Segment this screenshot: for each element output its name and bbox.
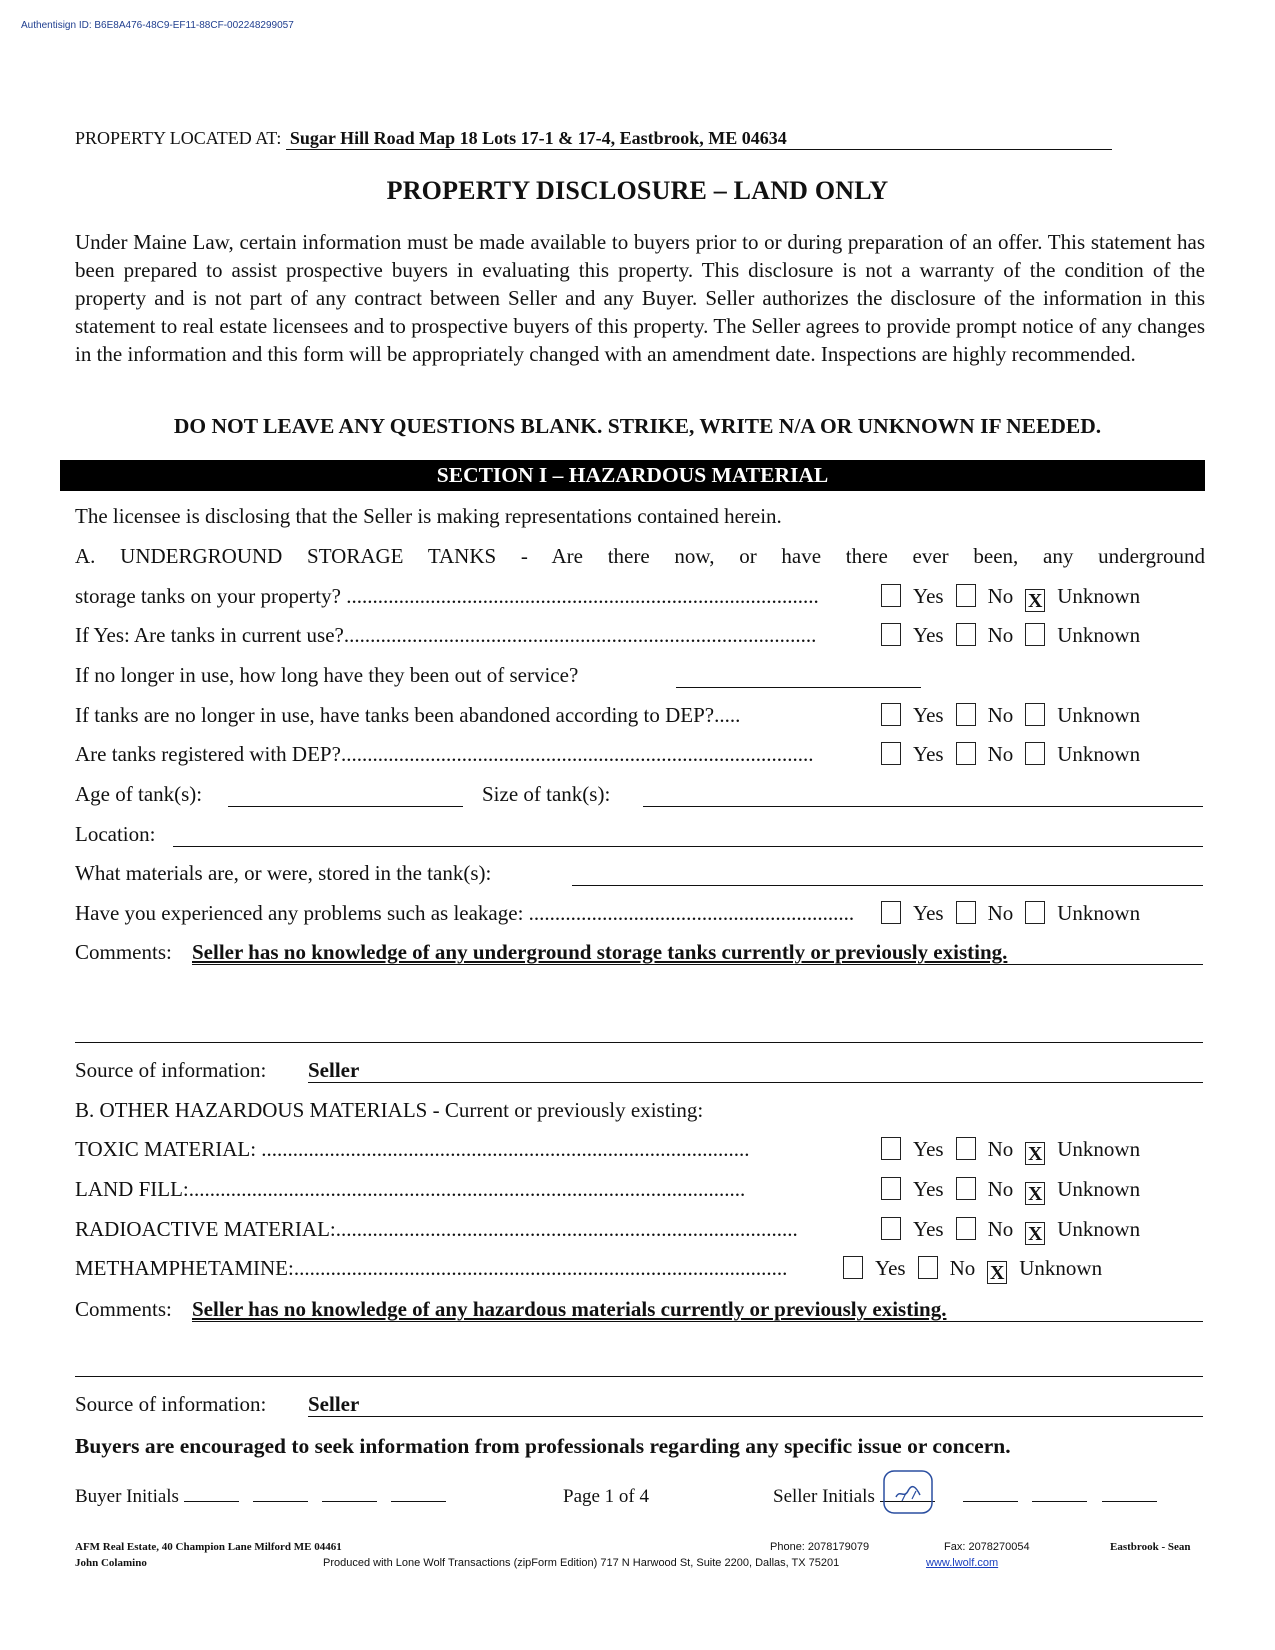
- footer-phone: Phone: 2078179079: [770, 1541, 870, 1553]
- age-label: Age of tank(s):: [75, 782, 203, 806]
- no-checkbox[interactable]: [956, 742, 976, 765]
- answer-group: Yes No Unknown: [881, 901, 1152, 926]
- question-text: Are tanks registered with DEP?..........................................................................................: [75, 742, 814, 766]
- comments-label: Comments:: [75, 1297, 172, 1321]
- yes-checkbox[interactable]: [881, 623, 901, 646]
- comments-extra-line[interactable]: [75, 1352, 1203, 1377]
- property-location-line: [75, 128, 1112, 150]
- no-checkbox[interactable]: [956, 1217, 976, 1240]
- signature-stamp-icon: [882, 1469, 934, 1515]
- comments-extra-line[interactable]: [75, 1018, 1203, 1043]
- unknown-checkbox[interactable]: [1025, 901, 1045, 924]
- yes-checkbox[interactable]: [881, 901, 901, 924]
- question-text: If tanks are no longer in use, have tanks been abandoned according to DEP?.....: [75, 703, 741, 727]
- authentisign-id: Authentisign ID: B6E8A476-48C9-EF11-88CF-002248299057: [21, 20, 294, 31]
- yes-checkbox[interactable]: [881, 703, 901, 726]
- source-label: Source of information:: [75, 1058, 267, 1082]
- intro-paragraph: Under Maine Law, certain information must be made available to buyers prior to or during preparation of an offer. This statement has been prepared to assist prospective buyers in evaluating this property. This disclosure is not a warranty of the condition of the property and is not part of any contract between Seller and any Buyer. Seller authorizes the disclosure of the information in this statement to real estate licensees and to prospective buyers of this property. The Seller agrees to provide prompt notice of any changes in the information and this form will be appropriately changed with an amendment date. Inspections are highly recommended.: [75, 230, 1205, 366]
- no-checkbox[interactable]: [956, 1177, 976, 1200]
- unknown-checkbox[interactable]: [1025, 623, 1045, 646]
- buyers-note: Buyers are encouraged to seek information from professionals regarding any specific issue or concern.: [75, 1434, 1011, 1458]
- yes-checkbox[interactable]: [881, 1177, 901, 1200]
- materials-field[interactable]: [572, 861, 1203, 886]
- footer-produced-with: Produced with Lone Wolf Transactions (zipForm Edition) 717 N Harwood St, Suite 2200, Dallas, TX 75201: [323, 1557, 840, 1569]
- no-checkbox[interactable]: [956, 623, 976, 646]
- unknown-checkbox[interactable]: X: [987, 1261, 1007, 1284]
- tanks-heading: A. UNDERGROUND STORAGE TANKS - Are there now, or have there ever been, any underground: [75, 544, 1205, 568]
- no-checkbox[interactable]: [956, 1137, 976, 1160]
- instruction-warning: DO NOT LEAVE ANY QUESTIONS BLANK. STRIKE, WRITE N/A OR UNKNOWN IF NEEDED.: [173, 414, 1102, 438]
- unknown-checkbox[interactable]: X: [1025, 1222, 1045, 1245]
- question-text: storage tanks on your property? ..........................................................................................: [75, 584, 819, 608]
- seller-initial-field[interactable]: [1032, 1501, 1087, 1502]
- other-hazards-heading: B. OTHER HAZARDOUS MATERIALS - Current or previously existing:: [75, 1098, 704, 1122]
- question-text: Have you experienced any problems such as leakage: ..............................................................: [75, 901, 855, 925]
- age-field[interactable]: [228, 782, 463, 807]
- question-text: LAND FILL:..........................................................................................................: [75, 1177, 746, 1201]
- answer-group: Yes No X Unknown: [843, 1256, 1114, 1284]
- buyer-initial-field[interactable]: [391, 1501, 446, 1502]
- licensee-statement: The licensee is disclosing that the Seller is making representations contained herein.: [75, 504, 782, 528]
- answer-group: Yes No Unknown: [881, 623, 1152, 648]
- footer-agent: John Colamino: [75, 1557, 147, 1569]
- buyer-initial-field[interactable]: [253, 1501, 308, 1502]
- no-checkbox[interactable]: [956, 703, 976, 726]
- answer-group: Yes No X Unknown: [881, 1217, 1152, 1245]
- yes-checkbox[interactable]: [881, 742, 901, 765]
- answer-group: Yes No Unknown: [881, 703, 1152, 728]
- answer-group: Yes No X Unknown: [881, 1137, 1152, 1165]
- footer-company: AFM Real Estate, 40 Champion Lane Milford ME 04461: [75, 1541, 342, 1553]
- question-text: TOXIC MATERIAL: .............................................................................................: [75, 1137, 750, 1161]
- unknown-checkbox[interactable]: [1025, 703, 1045, 726]
- document-title: PROPERTY DISCLOSURE – LAND ONLY: [386, 176, 889, 205]
- unknown-checkbox[interactable]: X: [1025, 589, 1045, 612]
- seller-initial-field[interactable]: [880, 1501, 935, 1502]
- section-header: SECTION I – HAZARDOUS MATERIAL: [60, 460, 1205, 491]
- size-label: Size of tank(s):: [482, 782, 611, 806]
- source-label: Source of information:: [75, 1392, 267, 1416]
- question-text: If Yes: Are tanks in current use?..........................................................................................: [75, 623, 817, 647]
- buyer-initial-field[interactable]: [184, 1501, 239, 1502]
- hazards-comments-value: Seller has no knowledge of any hazardous materials currently or previously existing.: [192, 1297, 1203, 1322]
- property-address: Sugar Hill Road Map 18 Lots 17-1 & 17-4, Eastbrook, ME 04634: [286, 128, 1112, 150]
- yes-checkbox[interactable]: [881, 1217, 901, 1240]
- out-of-service-label: If no longer in use, how long have they been out of service?: [75, 663, 579, 687]
- tanks-source-value: Seller: [308, 1058, 1203, 1083]
- unknown-checkbox[interactable]: X: [1025, 1142, 1045, 1165]
- yes-checkbox[interactable]: [881, 584, 901, 607]
- footer-url-link[interactable]: www.lwolf.com: [926, 1557, 999, 1569]
- footer-file-name: Eastbrook - Sean: [1110, 1541, 1191, 1553]
- no-checkbox[interactable]: [956, 584, 976, 607]
- answer-group: Yes No X Unknown: [881, 584, 1152, 612]
- question-text: RADIOACTIVE MATERIAL:........................................................................................: [75, 1217, 798, 1241]
- comments-label: Comments:: [75, 940, 172, 964]
- size-field[interactable]: [643, 782, 1203, 807]
- no-checkbox[interactable]: [956, 901, 976, 924]
- tanks-comments-value: Seller has no knowledge of any underground storage tanks currently or previously existing.: [192, 940, 1203, 965]
- buyer-initial-field[interactable]: [322, 1501, 377, 1502]
- property-label: PROPERTY LOCATED AT:: [75, 128, 282, 148]
- seller-initials: Seller Initials: [773, 1486, 1157, 1508]
- seller-initial-field[interactable]: [1102, 1501, 1157, 1502]
- unknown-checkbox[interactable]: X: [1025, 1182, 1045, 1205]
- no-checkbox[interactable]: [918, 1256, 938, 1279]
- hazards-source-value: Seller: [308, 1392, 1203, 1417]
- location-label: Location:: [75, 822, 156, 846]
- footer-fax: Fax: 2078270054: [944, 1541, 1030, 1553]
- yes-checkbox[interactable]: [843, 1256, 863, 1279]
- seller-initial-field[interactable]: [963, 1501, 1018, 1502]
- answer-group: Yes No Unknown: [881, 742, 1152, 767]
- answer-group: Yes No X Unknown: [881, 1177, 1152, 1205]
- materials-label: What materials are, or were, stored in the tank(s):: [75, 861, 492, 885]
- page-number: Page 1 of 4: [563, 1486, 650, 1507]
- question-text: METHAMPHETAMINE:..............................................................................................: [75, 1256, 788, 1280]
- yes-checkbox[interactable]: [881, 1137, 901, 1160]
- buyer-initials: Buyer Initials: [75, 1486, 446, 1508]
- location-field[interactable]: [173, 822, 1203, 847]
- out-of-service-field[interactable]: [676, 663, 921, 688]
- unknown-checkbox[interactable]: [1025, 742, 1045, 765]
